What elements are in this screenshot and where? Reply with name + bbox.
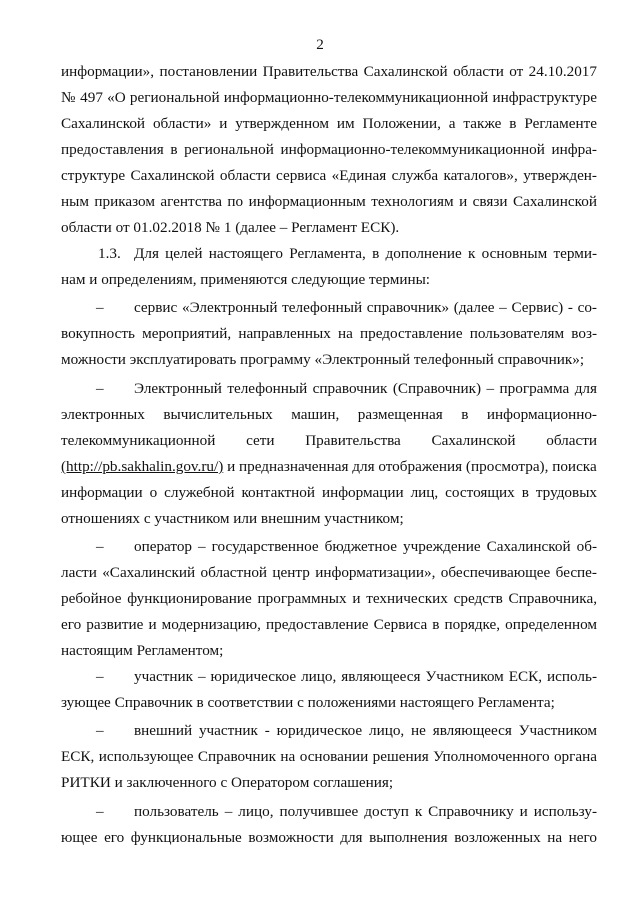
list-dash: –	[96, 668, 104, 685]
clause-number: 1.3.	[98, 245, 121, 262]
text-line: вокупность мероприятий, направленных на предоставление пользователям воз-	[61, 325, 597, 342]
text-line: внешний участник - юридическое лицо, не являющееся Участником	[134, 722, 597, 739]
text-line: зующее Справочник в соответствии с положениями настоящего Регламента;	[61, 694, 555, 711]
text-line: участник – юридическое лицо, являющееся Участником ЕСК, исполь-	[134, 668, 597, 685]
text-line: можности эксплуатировать программу «Электронный телефонный справочник»;	[61, 351, 585, 368]
text-line: области от 01.02.2018 № 1 (далее – Регламент ЕСК).	[61, 219, 400, 236]
text-line: ЕСК, использующее Справочник на основании решения Уполномоченного органа	[61, 748, 597, 765]
text-line: Сахалинской области» и утвержденном им Положении, а также в Регламенте	[61, 115, 597, 132]
text-line: информации о служебной контактной информации лиц, состоящих в трудовых	[61, 484, 597, 501]
list-dash: –	[96, 722, 104, 739]
text-line: его развитие и модернизацию, предоставление Сервиса в порядке, определенном	[61, 616, 597, 633]
text-line: ющее его функциональные возможности для выполнения возложенных на него	[61, 829, 597, 846]
url-link[interactable]: (http://pb.sakhalin.gov.ru/)	[61, 458, 224, 475]
list-dash: –	[96, 299, 104, 316]
text-line: пользователь – лицо, получившее доступ к Справочнику и использу-	[134, 803, 597, 820]
text-line: структуре Сахалинской области сервиса «Единая служба каталогов», утвержден-	[61, 167, 597, 184]
text-span: и предназначенная для отображения (просмотра), поиска	[223, 458, 597, 475]
text-line: отношениях с участником или внешним участником;	[61, 510, 404, 527]
page-number: 2	[316, 36, 324, 53]
text-line: нам и определениям, применяются следующие термины:	[61, 271, 431, 288]
text-line	[61, 454, 597, 480]
list-dash: –	[96, 380, 104, 397]
text-line: ласти «Сахалинский областной центр информатизации», обеспечивающее беспе-	[61, 564, 597, 581]
text-line: Электронный телефонный справочник (Справочник) – программа для	[134, 380, 597, 397]
text-line: предоставления в региональной информационно-телекоммуникационной инфра-	[61, 141, 597, 158]
text-line: информации», постановлении Правительства Сахалинской области от 24.10.2017	[61, 63, 597, 80]
text-line: ным приказом агентства по информационным технологиям и связи Сахалинской	[61, 193, 597, 210]
text-line: ребойное функционирование программных и технических средств Справочника,	[61, 590, 597, 607]
text-line: Для целей настоящего Регламента, в дополнение к основным терми-	[134, 245, 597, 262]
text-line: телекоммуникационной сети Правительства Сахалинской области	[61, 432, 597, 449]
text-line: РИТКИ и заключенного с Оператором соглашения;	[61, 774, 394, 791]
text-line: оператор – государственное бюджетное учреждение Сахалинской об-	[134, 538, 597, 555]
text-line: электронных вычислительных машин, размещенная в информационно-	[61, 406, 597, 423]
text-line: настоящим Регламентом;	[61, 642, 224, 659]
list-dash: –	[96, 803, 104, 820]
list-dash: –	[96, 538, 104, 555]
text-line: сервис «Электронный телефонный справочник» (далее – Сервис) - со-	[134, 299, 597, 316]
text-line: № 497 «О региональной информационно-телекоммуникационной инфраструктуре	[61, 89, 597, 106]
